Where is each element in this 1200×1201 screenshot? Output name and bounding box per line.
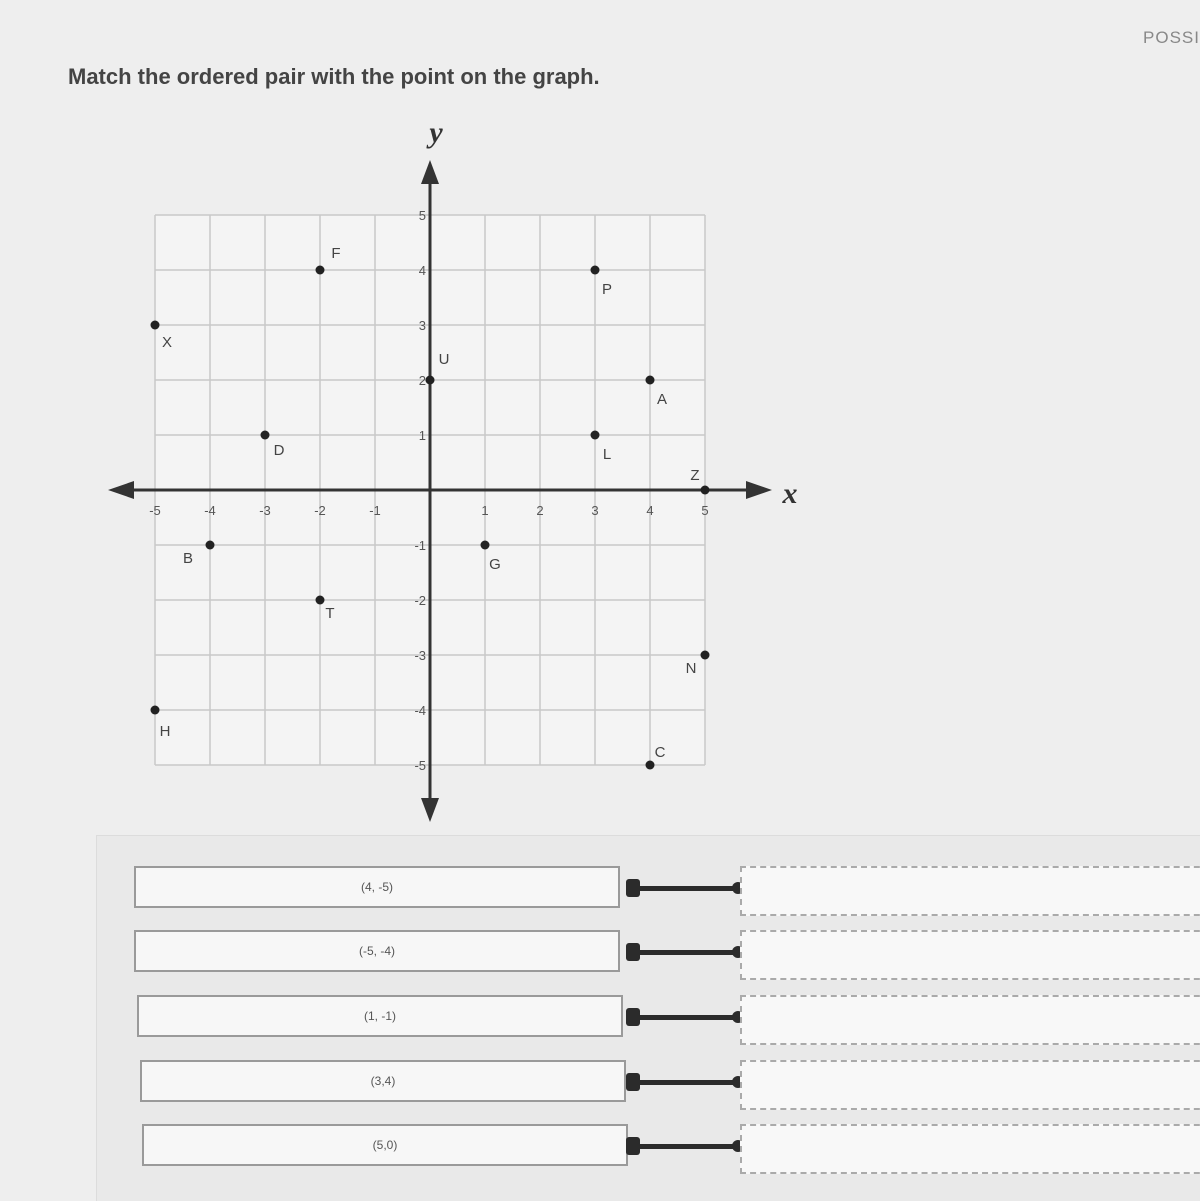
point-label-x: X [161, 334, 173, 351]
x-tick-label: -3 [259, 503, 271, 518]
x-tick-label: 2 [536, 503, 544, 518]
point-label-d: D [273, 442, 285, 459]
point-u [426, 376, 435, 385]
ordered-pair-label: (3,4) [370, 1074, 396, 1088]
y-tick-label: -4 [414, 703, 426, 718]
drag-connector[interactable] [626, 1073, 744, 1091]
point-b [206, 541, 215, 550]
instructions: Match the ordered pair with the point on the graph. [68, 64, 600, 89]
point-drop-target[interactable] [740, 866, 1200, 916]
point-label-c: C [654, 744, 666, 761]
x-tick-label: 5 [701, 503, 709, 518]
y-tick-label: -3 [414, 648, 426, 663]
point-drop-target[interactable] [740, 1060, 1200, 1110]
drag-connector[interactable] [626, 1008, 744, 1026]
drag-connector[interactable] [626, 1137, 744, 1155]
connector-line [636, 886, 736, 891]
point-a [646, 376, 655, 385]
point-drop-target[interactable] [740, 1124, 1200, 1174]
point-label-g: G [489, 556, 501, 573]
x-tick-label: -5 [149, 503, 161, 518]
y-axis-up-arrow [421, 160, 439, 184]
point-label-z: Z [690, 467, 700, 484]
point-l [591, 431, 600, 440]
x-axis-label: x [782, 477, 798, 510]
point-label-t: T [325, 605, 335, 622]
pair-row [0, 866, 1200, 926]
y-tick-label: 1 [418, 428, 426, 443]
x-tick-label: 3 [591, 503, 599, 518]
point-label-h: H [159, 723, 171, 740]
connector-line [636, 950, 736, 955]
connector-line [636, 1080, 736, 1085]
point-c [646, 761, 655, 770]
point-t [316, 596, 325, 605]
pair-row [0, 1060, 1200, 1120]
point-drop-target[interactable] [740, 930, 1200, 980]
point-label-b: B [182, 550, 194, 567]
y-tick-label: 5 [418, 208, 426, 223]
possible-points-label: POSSI [1143, 28, 1200, 47]
connector-line [636, 1015, 736, 1020]
ordered-pair-label: (1, -1) [363, 1009, 396, 1023]
y-tick-label: 4 [418, 263, 426, 278]
ordered-pair-option[interactable] [140, 1060, 626, 1102]
ordered-pair-option[interactable] [137, 995, 623, 1037]
point-d [261, 431, 270, 440]
pair-row [0, 1124, 1200, 1184]
x-axis-right-arrow [746, 481, 772, 499]
point-n [701, 651, 710, 660]
point-label-a: A [656, 391, 668, 408]
point-label-l: L [602, 446, 612, 463]
y-tick-label: 3 [418, 318, 426, 333]
y-tick-label: 2 [418, 373, 426, 388]
ordered-pair-option[interactable] [134, 930, 620, 972]
point-label-f: F [331, 245, 341, 262]
point-drop-target[interactable] [740, 995, 1200, 1045]
y-tick-label: -5 [414, 758, 426, 773]
ordered-pair-label: (5,0) [372, 1138, 398, 1152]
y-axis-down-arrow [421, 798, 439, 822]
ordered-pair-option[interactable] [134, 866, 620, 908]
connector-line [636, 1144, 736, 1149]
point-z [701, 486, 710, 495]
point-g [481, 541, 490, 550]
pair-row [0, 930, 1200, 990]
x-tick-label: -4 [204, 503, 216, 518]
x-tick-label: -1 [369, 503, 381, 518]
x-tick-label: 1 [481, 503, 489, 518]
point-x [151, 321, 160, 330]
y-tick-label: -1 [414, 538, 426, 553]
y-axis-label: y [429, 116, 443, 149]
x-tick-label: 4 [646, 503, 654, 518]
ordered-pair-label: (-5, -4) [359, 944, 395, 958]
x-tick-label: -2 [314, 503, 326, 518]
ordered-pair-option[interactable] [142, 1124, 628, 1166]
point-h [151, 706, 160, 715]
drag-connector[interactable] [626, 943, 744, 961]
point-label-p: P [601, 281, 613, 298]
point-f [316, 266, 325, 275]
point-label-n: N [685, 660, 697, 677]
x-axis-left-arrow [108, 481, 134, 499]
y-tick-label: -2 [414, 593, 426, 608]
point-p [591, 266, 600, 275]
pair-row [0, 995, 1200, 1055]
drag-connector[interactable] [626, 879, 744, 897]
point-label-u: U [438, 351, 450, 368]
ordered-pair-label: (4, -5) [360, 880, 393, 894]
